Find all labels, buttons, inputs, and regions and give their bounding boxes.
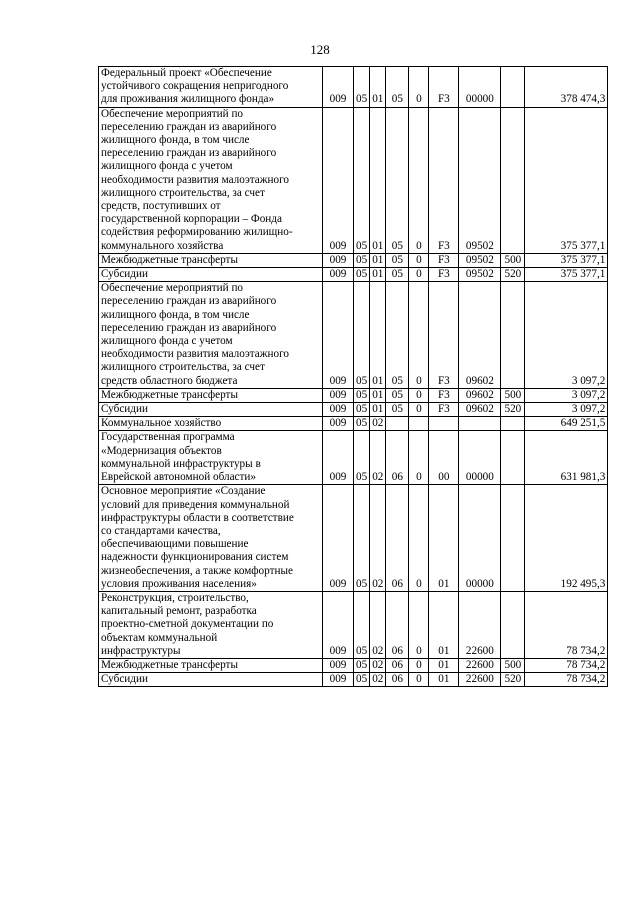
item-name-cell: Обеспечение мероприятий по переселению граждан из аварийного жилищного фонда, в том числе переселению граждан из аварийного жилищного фонда с учетом необходимости развития малоэтажного жилищного строительства, за счет средств, поступивших от государственной корпорации – Фонда содействия реформированию жилищно- коммунального хозяйства xyxy=(99,107,323,253)
expense-type-cell: 520 xyxy=(501,268,525,282)
amount-cell: 192 495,3 xyxy=(525,485,608,592)
item-name-cell: Субсидии xyxy=(99,268,323,282)
main-event-code-cell: F3 xyxy=(429,268,459,282)
item-name-cell: Межбюджетные трансферты xyxy=(99,658,323,672)
expense-type-cell: 500 xyxy=(501,388,525,402)
table-row xyxy=(99,268,608,282)
subprogram-code-cell: 0 xyxy=(409,67,429,108)
subprogram-code-cell xyxy=(409,417,429,431)
table-row xyxy=(99,485,608,592)
program-code-cell: 06 xyxy=(386,431,409,485)
subprogram-code-cell: 0 xyxy=(409,431,429,485)
section-code-cell: 05 xyxy=(354,591,370,658)
expense-type-cell: 500 xyxy=(501,658,525,672)
amount-cell: 3 097,2 xyxy=(525,388,608,402)
expense-type-cell xyxy=(501,485,525,592)
program-code-cell: 05 xyxy=(386,253,409,267)
direction-code-cell: 09502 xyxy=(459,253,501,267)
subsection-code-cell: 01 xyxy=(370,268,386,282)
subsection-code-cell: 01 xyxy=(370,282,386,389)
direction-code-cell xyxy=(459,417,501,431)
ministry-code-cell: 009 xyxy=(323,268,354,282)
page-number: 128 xyxy=(310,42,330,57)
program-code-cell: 05 xyxy=(386,388,409,402)
ministry-code-cell: 009 xyxy=(323,485,354,592)
subprogram-code-cell: 0 xyxy=(409,591,429,658)
direction-code-cell: 00000 xyxy=(459,485,501,592)
expense-type-cell xyxy=(501,282,525,389)
item-name-cell: Реконструкция, строительство, капитальный ремонт, разработка проектно-сметной документации по объектам коммунальной инфраструктуры xyxy=(99,591,323,658)
subprogram-code-cell: 0 xyxy=(409,485,429,592)
expense-type-cell: 520 xyxy=(501,673,525,687)
program-code-cell: 06 xyxy=(386,485,409,592)
direction-code-cell: 00000 xyxy=(459,431,501,485)
table-row xyxy=(99,673,608,687)
table-row xyxy=(99,67,608,108)
table-row xyxy=(99,417,608,431)
main-event-code-cell: F3 xyxy=(429,388,459,402)
program-code-cell: 05 xyxy=(386,268,409,282)
item-name-cell: Государственная программа «Модернизация объектов коммунальной инфраструктуры в Еврейской автономной области» xyxy=(99,431,323,485)
section-code-cell: 05 xyxy=(354,673,370,687)
ministry-code-cell: 009 xyxy=(323,417,354,431)
expense-type-cell: 500 xyxy=(501,253,525,267)
direction-code-cell: 00000 xyxy=(459,67,501,108)
table-body xyxy=(99,67,608,687)
program-code-cell xyxy=(386,417,409,431)
subsection-code-cell: 01 xyxy=(370,403,386,417)
expense-type-cell xyxy=(501,107,525,253)
main-event-code-cell: 01 xyxy=(429,658,459,672)
subprogram-code-cell: 0 xyxy=(409,673,429,687)
ministry-code-cell: 009 xyxy=(323,282,354,389)
amount-cell: 649 251,5 xyxy=(525,417,608,431)
section-code-cell: 05 xyxy=(354,417,370,431)
amount-cell: 78 734,2 xyxy=(525,673,608,687)
ministry-code-cell: 009 xyxy=(323,431,354,485)
main-event-code-cell: 00 xyxy=(429,431,459,485)
subsection-code-cell: 02 xyxy=(370,673,386,687)
main-event-code-cell: F3 xyxy=(429,282,459,389)
amount-cell: 631 981,3 xyxy=(525,431,608,485)
item-name-cell: Межбюджетные трансферты xyxy=(99,253,323,267)
table-row xyxy=(99,403,608,417)
main-event-code-cell: F3 xyxy=(429,67,459,108)
program-code-cell: 05 xyxy=(386,107,409,253)
subsection-code-cell: 02 xyxy=(370,485,386,592)
program-code-cell: 05 xyxy=(386,282,409,389)
budget-table xyxy=(98,66,608,687)
program-code-cell: 06 xyxy=(386,658,409,672)
subprogram-code-cell: 0 xyxy=(409,388,429,402)
section-code-cell: 05 xyxy=(354,485,370,592)
section-code-cell: 05 xyxy=(354,67,370,108)
main-event-code-cell: F3 xyxy=(429,253,459,267)
section-code-cell: 05 xyxy=(354,282,370,389)
item-name-cell: Коммунальное хозяйство xyxy=(99,417,323,431)
amount-cell: 375 377,1 xyxy=(525,268,608,282)
subprogram-code-cell: 0 xyxy=(409,268,429,282)
main-event-code-cell: 01 xyxy=(429,673,459,687)
ministry-code-cell: 009 xyxy=(323,388,354,402)
direction-code-cell: 09502 xyxy=(459,107,501,253)
section-code-cell: 05 xyxy=(354,403,370,417)
item-name-cell: Основное мероприятие «Создание условий для приведения коммунальной инфраструктуры области в соответствие со стандартами качества, обеспечивающими повышение надежности функционирования систем жизнеобеспечения, а также комфортные условия проживания населения» xyxy=(99,485,323,592)
expense-type-cell xyxy=(501,591,525,658)
item-name-cell: Федеральный проект «Обеспечение устойчивого сокращения непригодного для проживания жилищного фонда» xyxy=(99,67,323,108)
subsection-code-cell: 01 xyxy=(370,67,386,108)
subprogram-code-cell: 0 xyxy=(409,658,429,672)
section-code-cell: 05 xyxy=(354,388,370,402)
section-code-cell: 05 xyxy=(354,107,370,253)
direction-code-cell: 22600 xyxy=(459,658,501,672)
table-row xyxy=(99,107,608,253)
item-name-cell: Субсидии xyxy=(99,403,323,417)
main-event-code-cell: 01 xyxy=(429,591,459,658)
ministry-code-cell: 009 xyxy=(323,403,354,417)
subsection-code-cell: 02 xyxy=(370,658,386,672)
direction-code-cell: 09602 xyxy=(459,403,501,417)
section-code-cell: 05 xyxy=(354,268,370,282)
direction-code-cell: 09502 xyxy=(459,268,501,282)
expense-type-cell xyxy=(501,431,525,485)
ministry-code-cell: 009 xyxy=(323,67,354,108)
subprogram-code-cell: 0 xyxy=(409,403,429,417)
item-name-cell: Обеспечение мероприятий по переселению граждан из аварийного жилищного фонда, в том числе переселению граждан из аварийного жилищного фонда с учетом необходимости развития малоэтажного жилищного строительства, за счет средств областного бюджета xyxy=(99,282,323,389)
amount-cell: 375 377,1 xyxy=(525,107,608,253)
main-event-code-cell xyxy=(429,417,459,431)
subsection-code-cell: 02 xyxy=(370,417,386,431)
subprogram-code-cell: 0 xyxy=(409,253,429,267)
subsection-code-cell: 02 xyxy=(370,431,386,485)
subsection-code-cell: 01 xyxy=(370,388,386,402)
ministry-code-cell: 009 xyxy=(323,107,354,253)
ministry-code-cell: 009 xyxy=(323,658,354,672)
subprogram-code-cell: 0 xyxy=(409,282,429,389)
expense-type-cell: 520 xyxy=(501,403,525,417)
subsection-code-cell: 02 xyxy=(370,591,386,658)
table-row xyxy=(99,658,608,672)
amount-cell: 3 097,2 xyxy=(525,282,608,389)
subsection-code-cell: 01 xyxy=(370,107,386,253)
direction-code-cell: 09602 xyxy=(459,282,501,389)
subsection-code-cell: 01 xyxy=(370,253,386,267)
amount-cell: 3 097,2 xyxy=(525,403,608,417)
program-code-cell: 05 xyxy=(386,403,409,417)
table-row xyxy=(99,253,608,267)
section-code-cell: 05 xyxy=(354,658,370,672)
ministry-code-cell: 009 xyxy=(323,253,354,267)
direction-code-cell: 22600 xyxy=(459,591,501,658)
section-code-cell: 05 xyxy=(354,253,370,267)
program-code-cell: 06 xyxy=(386,591,409,658)
item-name-cell: Субсидии xyxy=(99,673,323,687)
section-code-cell: 05 xyxy=(354,431,370,485)
amount-cell: 78 734,2 xyxy=(525,658,608,672)
expense-type-cell xyxy=(501,67,525,108)
table-row xyxy=(99,282,608,389)
main-event-code-cell: F3 xyxy=(429,403,459,417)
ministry-code-cell: 009 xyxy=(323,591,354,658)
main-event-code-cell: 01 xyxy=(429,485,459,592)
program-code-cell: 06 xyxy=(386,673,409,687)
amount-cell: 375 377,1 xyxy=(525,253,608,267)
expense-type-cell xyxy=(501,417,525,431)
subprogram-code-cell: 0 xyxy=(409,107,429,253)
direction-code-cell: 09602 xyxy=(459,388,501,402)
item-name-cell: Межбюджетные трансферты xyxy=(99,388,323,402)
amount-cell: 78 734,2 xyxy=(525,591,608,658)
ministry-code-cell: 009 xyxy=(323,673,354,687)
amount-cell: 378 474,3 xyxy=(525,67,608,108)
table-row xyxy=(99,388,608,402)
program-code-cell: 05 xyxy=(386,67,409,108)
main-event-code-cell: F3 xyxy=(429,107,459,253)
table-row xyxy=(99,591,608,658)
direction-code-cell: 22600 xyxy=(459,673,501,687)
table-row xyxy=(99,431,608,485)
